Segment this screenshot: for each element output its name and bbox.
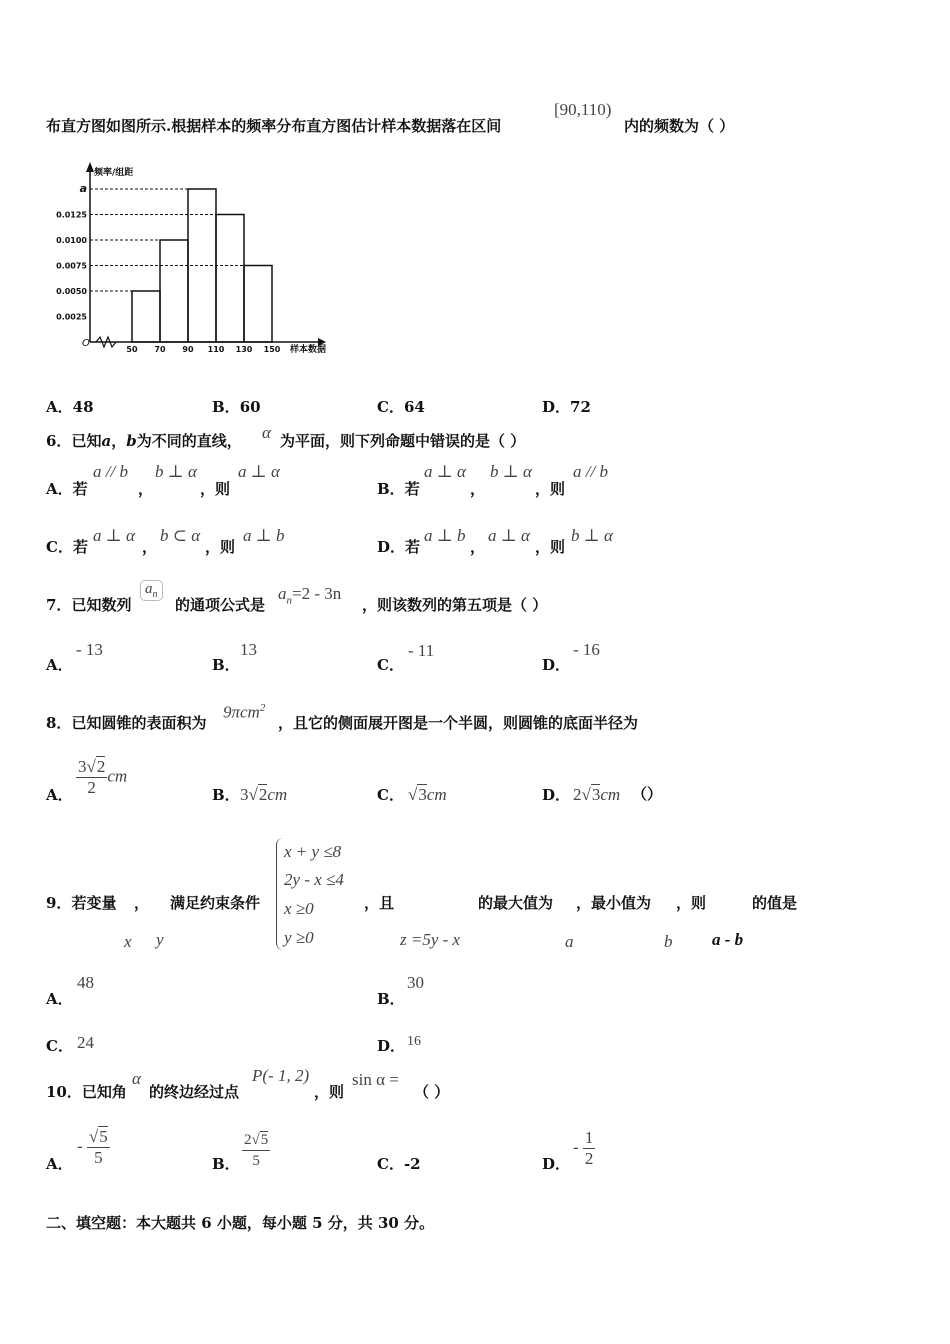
q6-stem-end: 为平面，则下列命题中错误的是（ ） (280, 432, 526, 450)
option-label: D． (542, 398, 571, 416)
q10a-radicand: 5 (99, 1127, 108, 1146)
q6d-s2: ，则 (535, 538, 566, 556)
q6-text: 已知 (71, 432, 102, 450)
q10-stem (46, 1081, 127, 1102)
q5-option-a[interactable] (46, 396, 94, 417)
q10b-numerator: 2√5 (242, 1130, 270, 1151)
q7-formula-a: a (278, 584, 287, 603)
q8-area-value: 9πcm (223, 702, 260, 722)
q9-constraint-1: x + y ≤8 (284, 842, 342, 861)
q9-b: b (664, 932, 673, 951)
q6b-s1: ， (470, 480, 486, 498)
q7-option-b: 13 (240, 640, 257, 659)
q8-area (223, 702, 265, 723)
q7-option-c-label[interactable]: C． (377, 656, 404, 674)
y-tick-label: 0.0075 (56, 261, 87, 271)
q6-alpha: α (262, 423, 271, 442)
histogram-bar (132, 291, 160, 342)
q6a-m2: b ⊥ α (155, 462, 197, 481)
q9-t6: ，最小值为 (576, 894, 652, 912)
x-tick-label: 90 (182, 345, 194, 354)
y-tick-label: 0.0050 (56, 287, 87, 296)
q10-option-d (573, 1128, 595, 1169)
q8-area-sup: 2 (259, 702, 266, 714)
q10-alpha: α (132, 1069, 141, 1088)
q10b-denominator: 5 (252, 1153, 260, 1169)
y-tick-label: 0.0025 (56, 312, 87, 322)
q5-option-b[interactable] (212, 396, 261, 417)
q9-a: a (565, 932, 574, 951)
q8d-tail: （） (632, 785, 663, 803)
q7-option-d: - 16 (573, 640, 600, 659)
q7-formula-b: =2 - 3n (292, 584, 342, 603)
y-axis-title: 频率/组距 (94, 168, 134, 178)
q5-option-c[interactable] (377, 396, 425, 417)
option-text: 若 (72, 480, 88, 498)
q8c-radicand: 3 (418, 785, 427, 804)
q6-var-b: b (126, 432, 137, 450)
q9-option-b: 30 (407, 973, 424, 992)
option-label: C． (377, 1155, 404, 1173)
q7-option-a: - 13 (76, 640, 103, 659)
q9-z: z =5y - x (400, 930, 461, 949)
q5-option-d[interactable] (542, 396, 591, 417)
q9-constraint-4: y ≥0 (284, 928, 314, 947)
q6c-s1: ， (142, 538, 158, 556)
q10-number: 10． (46, 1083, 82, 1101)
q6a-s1: ， (138, 480, 154, 498)
q9-text: 若变量 (71, 894, 117, 912)
q6d-s1: ， (470, 538, 486, 556)
q10-option-b-label[interactable]: B． (212, 1155, 240, 1173)
q6-var-a: a (101, 432, 112, 450)
q9-t5: 的最大值为 (478, 894, 554, 912)
origin-label: O (82, 338, 90, 349)
q9-option-b-label[interactable]: B． (377, 990, 405, 1008)
q5-stem (46, 115, 501, 136)
q6b-m2: b ⊥ α (490, 462, 532, 481)
q10a-denominator: 5 (94, 1148, 103, 1167)
q6a-m3: a ⊥ α (238, 462, 280, 481)
q8d-radicand: 3 (591, 785, 601, 804)
q10-option-b (242, 1130, 270, 1171)
option-label: B． (212, 398, 240, 416)
q9-brace (276, 838, 283, 950)
q10b-fraction (242, 1130, 270, 1171)
q9-constraint-2: 2y - x ≤4 (284, 870, 344, 889)
q10-option-d-label[interactable]: D． (542, 1155, 571, 1173)
q6c-m2: b ⊂ α (160, 526, 201, 545)
section-2-title: 二、填空题：本大题共 6 小题，每小题 5 分，共 30 分。 (46, 1214, 435, 1232)
q6-number: 6． (46, 432, 72, 450)
q8a-fraction (76, 757, 107, 798)
q6a-m1: a // b (93, 462, 128, 481)
q7-option-d-label[interactable]: D． (542, 656, 571, 674)
q8-option-b: 3√2cm (240, 785, 288, 804)
q9-t3: 满足约束条件 (170, 894, 261, 912)
y-axis-arrow (86, 162, 94, 172)
q8-option-c: √3cm (408, 785, 447, 804)
q5-stem-text: 布直方图如图所示.根据样本的频率分布直方图估计样本数据落在区间 (46, 117, 502, 135)
q6-stem (46, 430, 242, 451)
q6-text: ， (111, 432, 127, 450)
q6-option-c[interactable] (46, 536, 88, 557)
q10a-sign: - (77, 1136, 83, 1156)
q6c-m1: a ⊥ α (93, 526, 135, 545)
q7-stem (46, 594, 131, 615)
option-text: 64 (403, 398, 425, 416)
q8b-radicand: 2 (258, 785, 268, 804)
q10d-denominator: 2 (584, 1149, 594, 1168)
option-label: A． (46, 480, 73, 498)
q10b-coef: 2 (244, 1132, 252, 1148)
q7-formula-sub: n (286, 594, 292, 607)
q6-text: 为不同的直线， (136, 432, 242, 450)
histogram-bar (244, 266, 272, 343)
q10-sin: sin α = (352, 1070, 399, 1089)
q7-formula (278, 584, 341, 606)
x-tick-label: 130 (235, 345, 253, 354)
option-text: 72 (570, 398, 591, 416)
q10a-numerator: √5 (88, 1127, 108, 1146)
q6a-s2: ，则 (200, 480, 231, 498)
q8-stem-end: ，且它的侧面展开图是一个半圆，则圆锥的底面半径为 (278, 714, 639, 732)
q9-y: y (156, 930, 164, 949)
q9-t4: ，且 (364, 894, 395, 912)
q7-number: 7． (46, 596, 72, 614)
option-text: 60 (239, 398, 261, 416)
q9-option-d: 16 (407, 1034, 421, 1049)
q8d-coef: 2 (573, 785, 582, 804)
q8a-denominator: 2 (87, 778, 96, 797)
q8a-numerator: 3√2 (78, 757, 106, 776)
q6b-s2: ，则 (535, 480, 566, 498)
q7-text: 已知数列 (71, 596, 132, 614)
histogram-bar (160, 240, 188, 342)
q10-stem-c: ，则 (314, 1083, 345, 1101)
q8-option-d-label[interactable]: D． (542, 786, 571, 804)
q9-x: x (124, 932, 132, 951)
q9-constraint-3: x ≥0 (284, 899, 314, 918)
y-tick-label: 0.0100 (56, 236, 87, 245)
q7-seq-sub: n (152, 589, 158, 600)
q8-option-c-label[interactable]: C． (377, 786, 404, 804)
histogram-bar (216, 215, 244, 343)
q8d-unit: cm (600, 785, 621, 804)
q6-option-d[interactable] (377, 536, 420, 557)
x-axis-title: 样本数据 (290, 345, 327, 355)
option-text: 若 (404, 480, 420, 498)
q10-stem-end: （ ） (414, 1083, 450, 1101)
q10-point: P(- 1, 2) (252, 1066, 310, 1085)
q9-t8: 的值是 (752, 894, 798, 912)
x-tick-label: 110 (207, 345, 225, 354)
q10a-fraction (87, 1127, 110, 1168)
x-tick-label: 150 (263, 345, 281, 354)
option-text: 48 (72, 398, 94, 416)
q9-option-a: 48 (77, 973, 94, 992)
q9-t7: ，则 (676, 894, 707, 912)
option-text: 若 (405, 538, 421, 556)
q8b-coef: 3 (240, 785, 249, 804)
option-label: A． (46, 398, 73, 416)
q10-option-a-label[interactable]: A． (46, 1155, 73, 1173)
q6d-m2: a ⊥ α (488, 526, 530, 545)
q6b-m1: a ⊥ α (424, 462, 466, 481)
option-label: D． (377, 538, 406, 556)
q8a-radicand: 2 (96, 757, 106, 776)
option-label: B． (377, 480, 405, 498)
q6c-s2: ，则 (205, 538, 236, 556)
option-label: C． (377, 398, 404, 416)
q5-interval: [90,110) (554, 100, 612, 119)
q8-number: 8． (46, 714, 72, 732)
q6d-m3: b ⊥ α (571, 526, 613, 545)
q9-number: 9． (46, 894, 72, 912)
q9-option-a-label[interactable]: A． (46, 990, 73, 1008)
q7-option-c: - 11 (408, 641, 435, 660)
q8c-unit: cm (426, 785, 447, 804)
q5-stem-end: 内的频数为（ ） (624, 117, 735, 135)
q7-option-b-label[interactable]: B． (212, 656, 240, 674)
q8b-unit: cm (267, 785, 288, 804)
q7-stem-end: ，则该数列的第五项是（ ） (362, 596, 548, 614)
q9-stem (46, 892, 116, 913)
q10-stem-mid: 的终边经过点 (149, 1083, 240, 1101)
q8-option-a (76, 757, 127, 798)
q8a-unit: cm (107, 766, 128, 786)
q9-t2: ， (134, 894, 150, 912)
option-text: 若 (72, 538, 88, 556)
q9-option-c-label[interactable]: C． (46, 1037, 73, 1055)
q9-option-c: 24 (77, 1033, 94, 1052)
q9-option-d-label[interactable]: D． (377, 1037, 406, 1055)
y-tick-label: a (79, 182, 87, 195)
q9-ab: a - b (712, 930, 744, 949)
q10-option-a (77, 1127, 110, 1168)
q6-option-a[interactable] (46, 478, 88, 499)
q8-option-b-label[interactable]: B． (212, 786, 240, 804)
q10b-radicand: 5 (260, 1132, 269, 1148)
q10d-numerator: 1 (584, 1128, 594, 1147)
q10-text: 已知角 (81, 1083, 127, 1101)
q7-seq-a: a (145, 581, 153, 597)
q7-option-a-label[interactable]: A． (46, 656, 73, 674)
x-tick-label: 50 (126, 345, 138, 354)
y-tick-label: 0.0125 (56, 210, 87, 220)
q8a-coef: 3 (78, 757, 87, 776)
option-text: -2 (403, 1155, 421, 1173)
q7-stem-mid: 的通项公式是 (175, 596, 266, 614)
q10d-fraction (583, 1128, 596, 1169)
q6d-m1: a ⊥ b (424, 526, 466, 545)
q8-option-a-label[interactable]: A． (46, 786, 73, 804)
q6c-m3: a ⊥ b (243, 526, 285, 545)
q8-text: 已知圆锥的表面积为 (71, 714, 207, 732)
q10-option-c[interactable] (377, 1153, 421, 1174)
q8-stem (46, 712, 206, 733)
x-tick-label: 70 (154, 345, 166, 354)
q8-option-d: 2√3cm (573, 785, 621, 804)
q6-option-b[interactable] (377, 478, 420, 499)
option-label: C． (46, 538, 73, 556)
q6b-m3: a // b (573, 462, 608, 481)
q10d-sign: - (573, 1137, 579, 1157)
histogram-chart (50, 160, 350, 360)
q7-seq (140, 580, 163, 601)
